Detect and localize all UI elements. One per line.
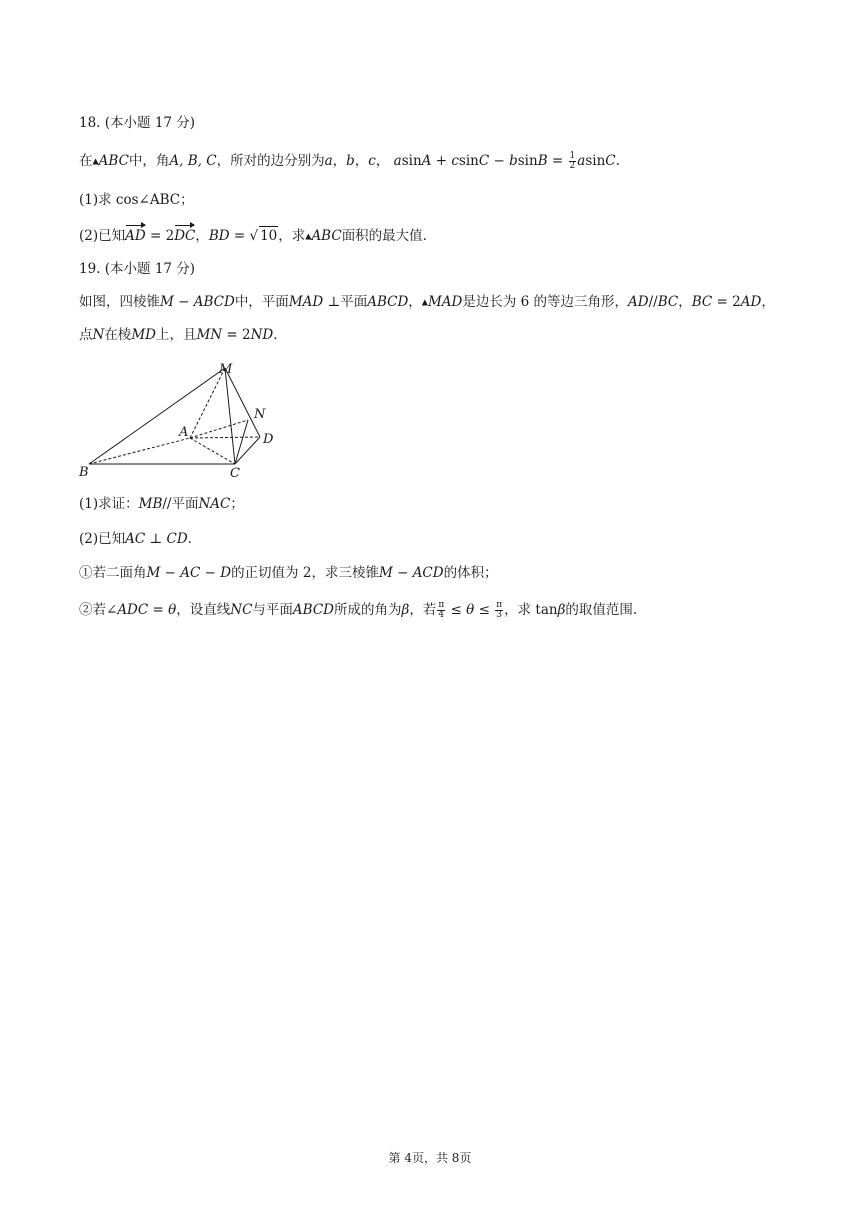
label-C: C — [230, 466, 240, 481]
edge-AB — [89, 438, 190, 464]
edge-MB — [89, 368, 225, 464]
q18-header: 18. (本小题 17 分) — [79, 115, 196, 131]
q19-stem-line1: 如图，四棱锥M − ABCD中，平面MAD ⊥平面ABCD，▲MAD是边长为 6 的等边三角形，AD//BC，BC = 2AD， — [79, 294, 775, 310]
label-D: D — [263, 432, 274, 447]
q19-part2: (2)已知AC ⊥ CD. — [79, 531, 192, 547]
label-M: M — [219, 362, 233, 377]
edge-MA — [190, 368, 225, 438]
label-A: A — [179, 425, 189, 440]
q19-stem-line2: 点N在棱MD上，且MN = 2ND. — [79, 327, 278, 343]
label-N: N — [254, 407, 266, 422]
edge-AD — [190, 437, 260, 438]
q19-sub2: ②若∠ADC = θ，设直线NC与平面ABCD所成的角为β，若 $\frac{\pi}{4}$ ≤ θ ≤ $\frac{\pi}{3}$ ，求 tanβ的取值范围. — [79, 600, 638, 620]
q18-stem: 在▲ABC中，角A, B, C，所对的边分别为a，b，c， asinA + csinC − bsinB = $\frac{1}{2}$ asinC. — [79, 151, 620, 171]
q18-part1: (1)求 cos∠ABC； — [79, 192, 194, 208]
page-footer: 第 4页，共 8页 — [388, 1151, 472, 1165]
edge-AC — [190, 438, 235, 464]
edge-MC — [225, 368, 235, 464]
q19-part1: (1)求证：MB//平面NAC； — [79, 496, 244, 512]
q19-sub1: ①若二面角M − AC − D的正切值为 2，求三棱锥M − ACD的体积； — [79, 565, 498, 581]
edge-AN — [190, 420, 248, 438]
pyramid-figure — [76, 358, 286, 482]
label-B: B — [79, 465, 89, 480]
q19-header: 19. (本小题 17 分) — [79, 261, 196, 277]
q18-part2: (2)已知AD = 2DC，BD = √ 10，求▲ABC面积的最大值. — [79, 228, 427, 244]
edge-MD — [225, 368, 260, 437]
